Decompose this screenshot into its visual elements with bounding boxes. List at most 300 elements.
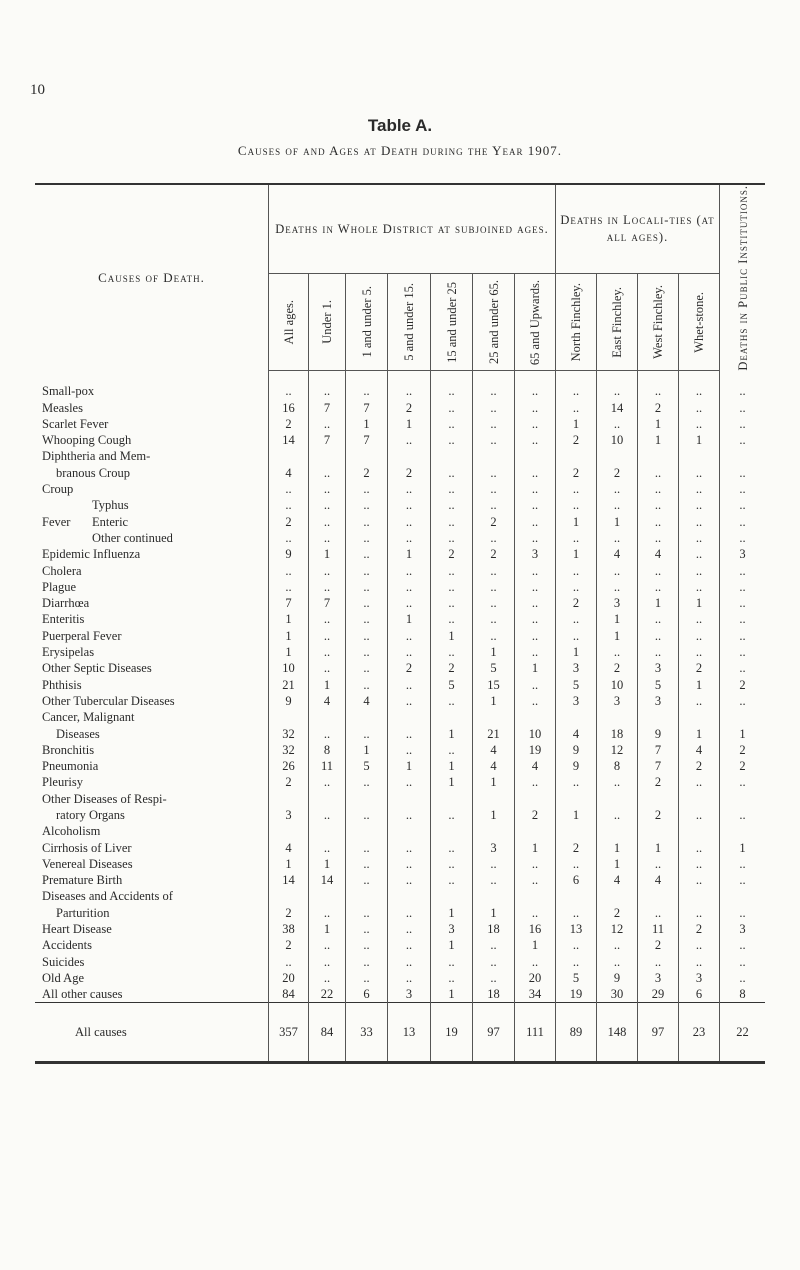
value-cell: .. bbox=[720, 465, 766, 481]
cause-label: Measles bbox=[42, 400, 83, 415]
value-cell bbox=[309, 709, 346, 725]
value-cell: .. bbox=[431, 954, 473, 970]
value-cell: 2 bbox=[388, 465, 431, 481]
value-cell: .. bbox=[515, 465, 556, 481]
value-cell: 10 bbox=[515, 725, 556, 741]
value-cell bbox=[679, 823, 720, 839]
value-cell: 9 bbox=[269, 546, 309, 562]
table-header bbox=[35, 184, 765, 371]
cause-cell bbox=[35, 416, 269, 432]
value-cell: 11 bbox=[638, 921, 679, 937]
value-cell: 1 bbox=[515, 839, 556, 855]
cause-cell bbox=[35, 742, 269, 758]
value-cell: .. bbox=[388, 383, 431, 399]
value-cell: 6 bbox=[556, 872, 597, 888]
value-cell: .. bbox=[309, 725, 346, 741]
value-cell: .. bbox=[515, 481, 556, 497]
cause-cell bbox=[35, 921, 269, 937]
value-cell: .. bbox=[431, 970, 473, 986]
value-cell: 7 bbox=[346, 399, 388, 415]
value-cell: .. bbox=[556, 399, 597, 415]
value-cell: .. bbox=[388, 579, 431, 595]
table-row bbox=[35, 954, 765, 970]
value-cell: 2 bbox=[679, 921, 720, 937]
value-cell: .. bbox=[556, 579, 597, 595]
value-cell: 1 bbox=[269, 856, 309, 872]
value-cell: 2 bbox=[679, 758, 720, 774]
value-cell: .. bbox=[597, 481, 638, 497]
value-cell: .. bbox=[720, 970, 766, 986]
value-cell: 10 bbox=[269, 660, 309, 676]
total-row bbox=[35, 1003, 765, 1063]
value-cell: .. bbox=[556, 628, 597, 644]
value-cell: 8 bbox=[720, 986, 766, 1003]
value-cell bbox=[473, 888, 515, 904]
value-cell: .. bbox=[515, 562, 556, 578]
cause-cell bbox=[35, 839, 269, 855]
cause-cell bbox=[35, 497, 269, 513]
value-cell: .. bbox=[473, 562, 515, 578]
cause-cell bbox=[35, 595, 269, 611]
value-cell: .. bbox=[431, 611, 473, 627]
cause-label: Enteric bbox=[92, 514, 129, 529]
cause-label: Other Septic Diseases bbox=[42, 661, 152, 676]
value-cell: .. bbox=[431, 465, 473, 481]
value-cell: .. bbox=[346, 628, 388, 644]
value-cell: 38 bbox=[269, 921, 309, 937]
value-cell: .. bbox=[388, 481, 431, 497]
value-cell: 34 bbox=[515, 986, 556, 1003]
value-cell: 1 bbox=[388, 758, 431, 774]
column-header: East Finchley. bbox=[597, 274, 638, 371]
cause-label: Diarrhœa bbox=[42, 596, 90, 611]
value-cell: .. bbox=[720, 416, 766, 432]
value-cell: 13 bbox=[556, 921, 597, 937]
value-cell: 1 bbox=[638, 432, 679, 448]
value-cell: .. bbox=[515, 628, 556, 644]
value-cell: .. bbox=[515, 905, 556, 921]
value-cell: 2 bbox=[597, 465, 638, 481]
value-cell: 1 bbox=[346, 416, 388, 432]
value-cell: .. bbox=[679, 383, 720, 399]
value-cell: .. bbox=[515, 872, 556, 888]
value-cell: .. bbox=[309, 644, 346, 660]
value-cell: .. bbox=[679, 611, 720, 627]
value-cell: .. bbox=[720, 856, 766, 872]
value-cell: 1 bbox=[269, 628, 309, 644]
value-cell: .. bbox=[388, 970, 431, 986]
value-cell: .. bbox=[388, 742, 431, 758]
value-cell: 1 bbox=[431, 937, 473, 953]
value-cell: .. bbox=[473, 416, 515, 432]
value-cell: 2 bbox=[720, 758, 766, 774]
value-cell: .. bbox=[515, 514, 556, 530]
value-cell: .. bbox=[346, 676, 388, 692]
value-cell: 9 bbox=[597, 970, 638, 986]
value-cell: .. bbox=[679, 693, 720, 709]
value-cell: .. bbox=[346, 611, 388, 627]
value-cell: 2 bbox=[388, 660, 431, 676]
value-cell: .. bbox=[473, 530, 515, 546]
table-row bbox=[35, 628, 765, 644]
value-cell: .. bbox=[388, 562, 431, 578]
value-cell: .. bbox=[556, 481, 597, 497]
value-cell bbox=[431, 709, 473, 725]
cause-label: Cholera bbox=[42, 563, 82, 578]
value-cell: 1 bbox=[556, 546, 597, 562]
cause-label: All causes bbox=[75, 1025, 127, 1040]
table-row bbox=[35, 399, 765, 415]
table-row bbox=[35, 970, 765, 986]
column-header: 1 and under 5. bbox=[346, 274, 388, 371]
value-cell: 1 bbox=[556, 416, 597, 432]
table-row bbox=[35, 432, 765, 448]
value-cell: 3 bbox=[473, 839, 515, 855]
value-cell: .. bbox=[720, 383, 766, 399]
value-cell: 2 bbox=[269, 937, 309, 953]
cause-label: Cirrhosis of Liver bbox=[42, 840, 132, 855]
value-cell: 1 bbox=[597, 839, 638, 855]
value-cell: .. bbox=[679, 481, 720, 497]
value-cell: .. bbox=[309, 416, 346, 432]
value-cell: .. bbox=[720, 807, 766, 823]
value-cell: 1 bbox=[473, 774, 515, 790]
value-cell bbox=[309, 448, 346, 464]
cause-cell bbox=[35, 399, 269, 415]
value-cell: 5 bbox=[556, 970, 597, 986]
value-cell: 2 bbox=[431, 660, 473, 676]
cause-label: Plague bbox=[42, 579, 77, 594]
value-cell: .. bbox=[388, 774, 431, 790]
table-row bbox=[35, 839, 765, 855]
value-cell: .. bbox=[638, 383, 679, 399]
value-cell: 4 bbox=[556, 725, 597, 741]
cause-cell bbox=[35, 644, 269, 660]
value-cell: .. bbox=[269, 497, 309, 513]
value-cell: .. bbox=[515, 774, 556, 790]
value-cell bbox=[388, 888, 431, 904]
table-row bbox=[35, 676, 765, 692]
value-cell: 2 bbox=[638, 774, 679, 790]
value-cell: .. bbox=[720, 660, 766, 676]
table-row bbox=[35, 383, 765, 399]
cause-label: Enteritis bbox=[42, 612, 85, 627]
value-cell: 32 bbox=[269, 742, 309, 758]
cause-label: Cancer, Malignant bbox=[42, 710, 135, 725]
value-cell: .. bbox=[679, 872, 720, 888]
value-cell: 1 bbox=[638, 839, 679, 855]
value-cell: .. bbox=[346, 644, 388, 660]
value-cell: 3 bbox=[515, 546, 556, 562]
value-cell: .. bbox=[388, 628, 431, 644]
cause-label: Erysipelas bbox=[42, 645, 95, 660]
value-cell: .. bbox=[473, 481, 515, 497]
value-cell: 14 bbox=[597, 399, 638, 415]
value-cell: .. bbox=[309, 628, 346, 644]
value-cell: .. bbox=[515, 383, 556, 399]
value-cell: .. bbox=[597, 807, 638, 823]
value-cell: 1 bbox=[431, 986, 473, 1003]
value-cell: 1 bbox=[597, 628, 638, 644]
value-cell: 33 bbox=[346, 1003, 388, 1063]
value-cell: .. bbox=[269, 530, 309, 546]
cause-cell bbox=[35, 448, 269, 464]
value-cell: .. bbox=[556, 383, 597, 399]
cause-label: Diphtheria and Mem- bbox=[42, 449, 151, 464]
value-cell: .. bbox=[473, 497, 515, 513]
value-cell: .. bbox=[679, 905, 720, 921]
value-cell: .. bbox=[679, 774, 720, 790]
value-cell: .. bbox=[556, 530, 597, 546]
value-cell bbox=[556, 888, 597, 904]
table-row bbox=[35, 693, 765, 709]
value-cell: .. bbox=[720, 628, 766, 644]
cause-cell bbox=[35, 1003, 269, 1063]
value-cell: .. bbox=[269, 481, 309, 497]
value-cell: 2 bbox=[679, 660, 720, 676]
table-subtitle: Causes of and Ages at Death during the Year 1907. bbox=[237, 143, 563, 158]
value-cell: 3 bbox=[556, 660, 597, 676]
table-row bbox=[35, 774, 765, 790]
cause-cell bbox=[35, 986, 269, 1003]
value-cell: 22 bbox=[309, 986, 346, 1003]
cause-label: Premature Birth bbox=[42, 873, 123, 888]
value-cell: 2 bbox=[597, 660, 638, 676]
value-cell: 4 bbox=[638, 546, 679, 562]
value-cell: .. bbox=[679, 399, 720, 415]
institutions-header: Deaths in Public Institutions. bbox=[720, 184, 766, 371]
value-cell: .. bbox=[515, 432, 556, 448]
table-row bbox=[35, 481, 765, 497]
value-cell: .. bbox=[473, 970, 515, 986]
value-cell: 1 bbox=[638, 416, 679, 432]
cause-label: Alcoholism bbox=[42, 824, 101, 839]
value-cell: .. bbox=[473, 465, 515, 481]
cause-cell bbox=[35, 954, 269, 970]
value-cell: .. bbox=[720, 937, 766, 953]
value-cell: .. bbox=[431, 872, 473, 888]
value-cell: 1 bbox=[431, 774, 473, 790]
value-cell: 2 bbox=[720, 676, 766, 692]
value-cell: .. bbox=[720, 497, 766, 513]
value-cell: 1 bbox=[431, 758, 473, 774]
value-cell: .. bbox=[720, 432, 766, 448]
value-cell: .. bbox=[309, 839, 346, 855]
value-cell: .. bbox=[388, 872, 431, 888]
cause-label: Scarlet Fever bbox=[42, 416, 109, 431]
value-cell: .. bbox=[638, 530, 679, 546]
table-row bbox=[35, 872, 765, 888]
value-cell bbox=[597, 823, 638, 839]
value-cell: .. bbox=[388, 595, 431, 611]
value-cell: 2 bbox=[556, 465, 597, 481]
value-cell: .. bbox=[346, 937, 388, 953]
value-cell bbox=[556, 823, 597, 839]
value-cell: .. bbox=[431, 383, 473, 399]
cause-cell bbox=[35, 937, 269, 953]
value-cell: .. bbox=[431, 562, 473, 578]
value-cell: .. bbox=[431, 399, 473, 415]
value-cell: 97 bbox=[473, 1003, 515, 1063]
value-cell: .. bbox=[473, 937, 515, 953]
value-cell: 3 bbox=[720, 921, 766, 937]
value-cell: 1 bbox=[638, 595, 679, 611]
value-cell bbox=[720, 709, 766, 725]
value-cell bbox=[269, 791, 309, 807]
value-cell: .. bbox=[431, 856, 473, 872]
value-cell: 13 bbox=[388, 1003, 431, 1063]
value-cell: 4 bbox=[269, 465, 309, 481]
value-cell: 11 bbox=[309, 758, 346, 774]
value-cell: .. bbox=[679, 562, 720, 578]
value-cell: 7 bbox=[309, 399, 346, 415]
value-cell: 2 bbox=[720, 742, 766, 758]
value-cell: .. bbox=[720, 562, 766, 578]
value-cell: 1 bbox=[556, 644, 597, 660]
value-cell: 1 bbox=[597, 514, 638, 530]
value-cell: 7 bbox=[638, 742, 679, 758]
value-cell bbox=[388, 709, 431, 725]
cause-label: Croup bbox=[42, 482, 74, 497]
value-cell bbox=[388, 823, 431, 839]
table-row bbox=[35, 546, 765, 562]
cause-label: Puerperal Fever bbox=[42, 628, 122, 643]
cause-label: Typhus bbox=[92, 498, 129, 513]
value-cell: 10 bbox=[597, 676, 638, 692]
cause-cell bbox=[35, 709, 269, 725]
value-cell: .. bbox=[388, 644, 431, 660]
value-cell bbox=[720, 791, 766, 807]
value-cell bbox=[346, 888, 388, 904]
column-header: 25 and under 65. bbox=[473, 274, 515, 371]
cause-cell bbox=[35, 872, 269, 888]
value-cell: .. bbox=[597, 562, 638, 578]
value-cell bbox=[309, 823, 346, 839]
cause-label: branous Croup bbox=[56, 465, 130, 480]
value-cell: .. bbox=[431, 807, 473, 823]
value-cell: 2 bbox=[269, 514, 309, 530]
cause-cell bbox=[35, 432, 269, 448]
value-cell: 1 bbox=[597, 611, 638, 627]
value-cell: .. bbox=[346, 514, 388, 530]
value-cell: .. bbox=[473, 611, 515, 627]
value-cell bbox=[346, 448, 388, 464]
value-cell: .. bbox=[431, 839, 473, 855]
value-cell: .. bbox=[679, 628, 720, 644]
value-cell: 4 bbox=[597, 546, 638, 562]
table-body bbox=[35, 371, 765, 1063]
value-cell: .. bbox=[309, 970, 346, 986]
table-row bbox=[35, 725, 765, 741]
value-cell: .. bbox=[346, 807, 388, 823]
value-cell: .. bbox=[346, 530, 388, 546]
cause-label: Accidents bbox=[42, 938, 92, 953]
value-cell: 1 bbox=[597, 856, 638, 872]
value-cell bbox=[597, 448, 638, 464]
value-cell: 5 bbox=[431, 676, 473, 692]
value-cell: 9 bbox=[556, 742, 597, 758]
value-cell: 2 bbox=[638, 399, 679, 415]
value-cell bbox=[431, 791, 473, 807]
value-cell: .. bbox=[388, 954, 431, 970]
value-cell bbox=[556, 448, 597, 464]
value-cell: .. bbox=[309, 660, 346, 676]
value-cell: .. bbox=[638, 611, 679, 627]
value-cell: 4 bbox=[473, 758, 515, 774]
value-cell: 7 bbox=[309, 432, 346, 448]
column-header: 15 and under 25 bbox=[431, 274, 473, 371]
value-cell: 29 bbox=[638, 986, 679, 1003]
value-cell: 84 bbox=[269, 986, 309, 1003]
value-cell: .. bbox=[515, 399, 556, 415]
value-cell bbox=[473, 448, 515, 464]
value-cell: .. bbox=[388, 937, 431, 953]
value-cell bbox=[679, 448, 720, 464]
table-row bbox=[35, 709, 765, 725]
value-cell: 2 bbox=[473, 514, 515, 530]
value-cell: 1 bbox=[720, 839, 766, 855]
cause-cell bbox=[35, 693, 269, 709]
value-cell: .. bbox=[309, 611, 346, 627]
value-cell: .. bbox=[638, 465, 679, 481]
cause-cell bbox=[35, 514, 269, 530]
value-cell: .. bbox=[431, 579, 473, 595]
value-cell bbox=[679, 791, 720, 807]
value-cell: 2 bbox=[556, 595, 597, 611]
value-cell bbox=[597, 709, 638, 725]
value-cell bbox=[556, 791, 597, 807]
value-cell: .. bbox=[346, 562, 388, 578]
value-cell: 1 bbox=[556, 514, 597, 530]
table-row bbox=[35, 937, 765, 953]
value-cell bbox=[473, 791, 515, 807]
value-cell: 97 bbox=[638, 1003, 679, 1063]
table-row bbox=[35, 530, 765, 546]
value-cell: .. bbox=[597, 937, 638, 953]
value-cell: .. bbox=[515, 693, 556, 709]
value-cell: .. bbox=[346, 383, 388, 399]
value-cell: 2 bbox=[431, 546, 473, 562]
value-cell: .. bbox=[309, 530, 346, 546]
value-cell: .. bbox=[597, 383, 638, 399]
value-cell: 1 bbox=[388, 416, 431, 432]
value-cell: .. bbox=[515, 497, 556, 513]
value-cell: 2 bbox=[638, 807, 679, 823]
value-cell: .. bbox=[720, 774, 766, 790]
value-cell: .. bbox=[473, 628, 515, 644]
value-cell: .. bbox=[269, 579, 309, 595]
value-cell bbox=[473, 709, 515, 725]
column-header: 65 and Upwards. bbox=[515, 274, 556, 371]
table-row bbox=[35, 448, 765, 464]
value-cell: .. bbox=[679, 839, 720, 855]
value-cell: .. bbox=[388, 725, 431, 741]
value-cell bbox=[269, 888, 309, 904]
value-cell: .. bbox=[679, 644, 720, 660]
cause-label: All other causes bbox=[42, 987, 123, 1002]
value-cell: .. bbox=[720, 872, 766, 888]
cause-label: Whooping Cough bbox=[42, 433, 132, 448]
value-cell: .. bbox=[638, 514, 679, 530]
value-cell: 18 bbox=[473, 986, 515, 1003]
value-cell: .. bbox=[431, 530, 473, 546]
value-cell: 357 bbox=[269, 1003, 309, 1063]
value-cell bbox=[269, 448, 309, 464]
value-cell: 10 bbox=[597, 432, 638, 448]
value-cell: .. bbox=[431, 693, 473, 709]
cause-cell bbox=[35, 823, 269, 839]
table-row bbox=[35, 986, 765, 1003]
